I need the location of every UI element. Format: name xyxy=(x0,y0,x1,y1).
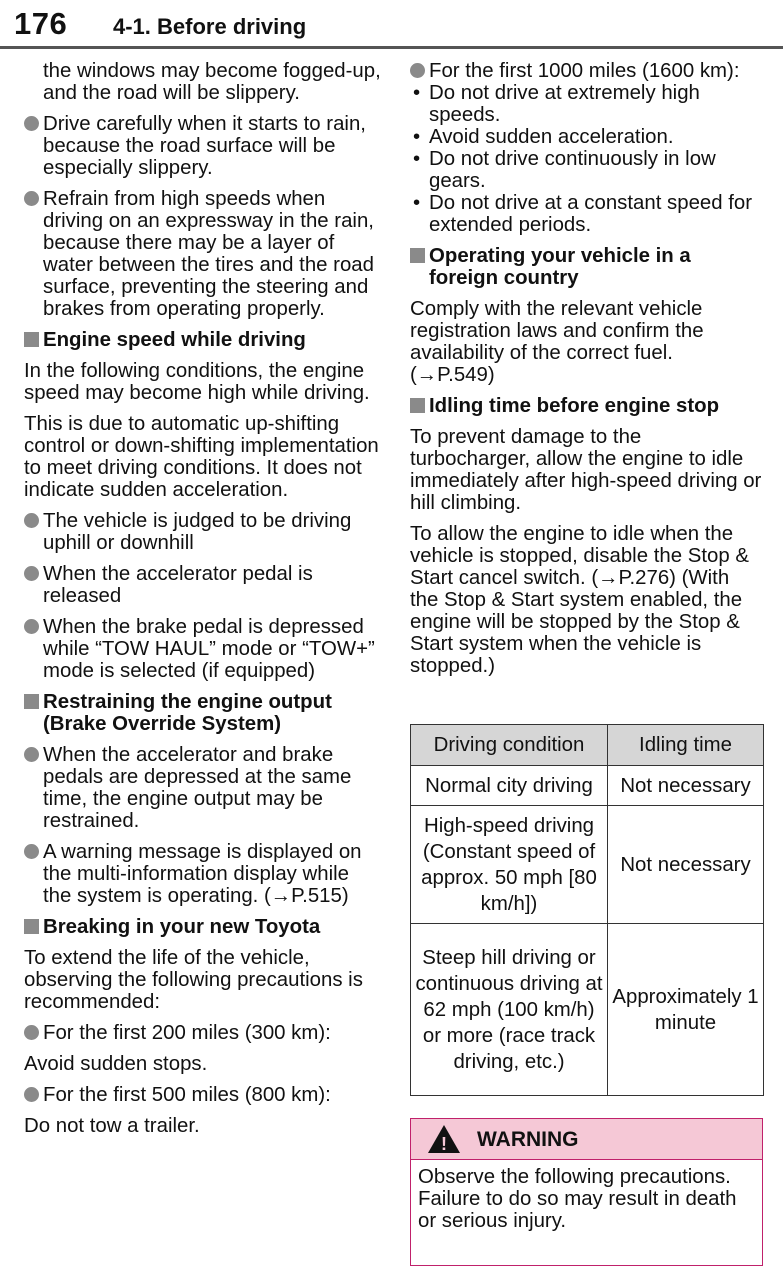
continued-text: the windows may become fogged-up, and the road will be slippery. xyxy=(43,60,381,104)
table-cell: High-speed driving (Constant speed of approx. 50 mph [80 km/h]) xyxy=(411,806,608,924)
list-item: Drive carefully when it starts to rain, because the road surface will be especially slippery. xyxy=(24,113,382,179)
list-item: When the accelerator and brake pedals are depressed at the same time, the engine output may be restrained. xyxy=(24,744,382,832)
subheading: Breaking in your new Toyota xyxy=(24,916,382,938)
warning-body xyxy=(411,1160,762,1232)
circle-bullet-icon xyxy=(24,1087,39,1102)
right-column xyxy=(410,60,762,686)
square-heading-icon xyxy=(24,919,39,934)
section-title: 4-1. Before driving xyxy=(113,14,307,39)
paragraph: Do not tow a trailer. xyxy=(24,1115,200,1137)
list-item: • Avoid sudden acceleration. xyxy=(413,126,674,148)
circle-bullet-icon xyxy=(24,844,39,859)
table-header-cell: Idling time xyxy=(608,725,764,766)
dash-list xyxy=(410,82,762,236)
table-cell: Steep hill driving or continuous driving at 62 mph (100 km/h) or more (race track driving, etc.) xyxy=(411,924,608,1096)
table-row xyxy=(411,924,764,1096)
circle-bullet-icon xyxy=(24,513,39,528)
paragraph: In the following conditions, the engine speed may become high while driving. xyxy=(24,360,370,404)
idling-time-table xyxy=(410,724,764,1096)
list-item: The vehicle is judged to be driving uphill or downhill xyxy=(24,510,382,554)
circle-bullet-icon xyxy=(24,191,39,206)
table-cell: Not necessary xyxy=(608,806,764,924)
header-rule xyxy=(0,46,783,49)
paragraph: This is due to automatic up-shifting control or down-shifting implementation to meet driving conditions. It does not indicate sudden acceleration. xyxy=(24,413,379,501)
list-item: For the first 500 miles (800 km): xyxy=(24,1084,382,1106)
paragraph: Comply with the relevant vehicle registration laws and confirm the availability of the correct fuel. (→P.549) xyxy=(410,298,704,386)
circle-bullet-icon xyxy=(24,116,39,131)
warning-box xyxy=(410,1118,763,1266)
list-item: • Do not drive at extremely high speeds. xyxy=(413,82,700,126)
paragraph: Avoid sudden stops. xyxy=(24,1053,208,1075)
circle-bullet-icon xyxy=(24,1025,39,1040)
circle-bullet-icon xyxy=(24,747,39,762)
subheading: Idling time before engine stop xyxy=(410,395,762,417)
subheading: Engine speed while driving xyxy=(24,329,382,351)
paragraph: To allow the engine to idle when the vehicle is stopped, disable the Stop & Start cancel switch. (→P.276) (With the Stop & Start system enabled, the engine will be stopped by the Stop & Start system when the vehicle is stopped.) xyxy=(410,523,749,677)
warning-title: WARNING xyxy=(477,1128,579,1151)
square-heading-icon xyxy=(410,398,425,413)
subheading: Restraining the engine output (Brake Override System) xyxy=(24,691,382,735)
warning-text: Failure to do so may result in death or serious injury. xyxy=(418,1188,737,1232)
table-cell: Normal city driving xyxy=(411,766,608,806)
list-item: • Do not drive at a constant speed for extended periods. xyxy=(413,192,753,236)
circle-bullet-icon xyxy=(24,566,39,581)
table-row xyxy=(411,806,764,924)
page-header xyxy=(0,0,783,48)
square-heading-icon xyxy=(410,248,425,263)
table-cell: Not necessary xyxy=(608,766,764,806)
list-item: For the first 1000 miles (1600 km): xyxy=(410,60,762,82)
paragraph: To extend the life of the vehicle, observing the following precautions is recommended: xyxy=(24,947,363,1013)
square-heading-icon xyxy=(24,332,39,347)
circle-bullet-icon xyxy=(410,63,425,78)
warning-header xyxy=(411,1119,762,1160)
list-item: A warning message is displayed on the multi-information display while the system is operating. (→P.515) xyxy=(24,841,382,907)
list-item: Refrain from high speeds when driving on an expressway in the rain, because there may be a layer of water between the tires and the road surface, preventing the steering and brakes from operating properly. xyxy=(24,188,382,320)
square-heading-icon xyxy=(24,694,39,709)
left-column xyxy=(24,60,382,1146)
list-item: When the accelerator pedal is released xyxy=(24,563,382,607)
circle-bullet-icon xyxy=(24,619,39,634)
list-item: • Do not drive continuously in low gears. xyxy=(413,148,716,192)
table-header-cell: Driving condition xyxy=(411,725,608,766)
table-cell: Approximately 1 minute xyxy=(608,924,764,1096)
warning-triangle-icon xyxy=(427,1124,461,1154)
subheading: Operating your vehicle in a foreign country xyxy=(410,245,762,289)
page-number: 176 xyxy=(14,6,68,41)
svg-text:!: ! xyxy=(441,1134,447,1154)
list-item: When the brake pedal is depressed while “TOW HAUL” mode or “TOW+” mode is selected (if equipped) xyxy=(24,616,382,682)
table-header-row xyxy=(411,725,764,766)
table-row xyxy=(411,766,764,806)
paragraph: To prevent damage to the turbocharger, allow the engine to idle immediately after high-speed driving or hill climbing. xyxy=(410,426,762,514)
warning-text: Observe the following precautions. xyxy=(418,1166,731,1188)
list-item: For the first 200 miles (300 km): xyxy=(24,1022,382,1044)
